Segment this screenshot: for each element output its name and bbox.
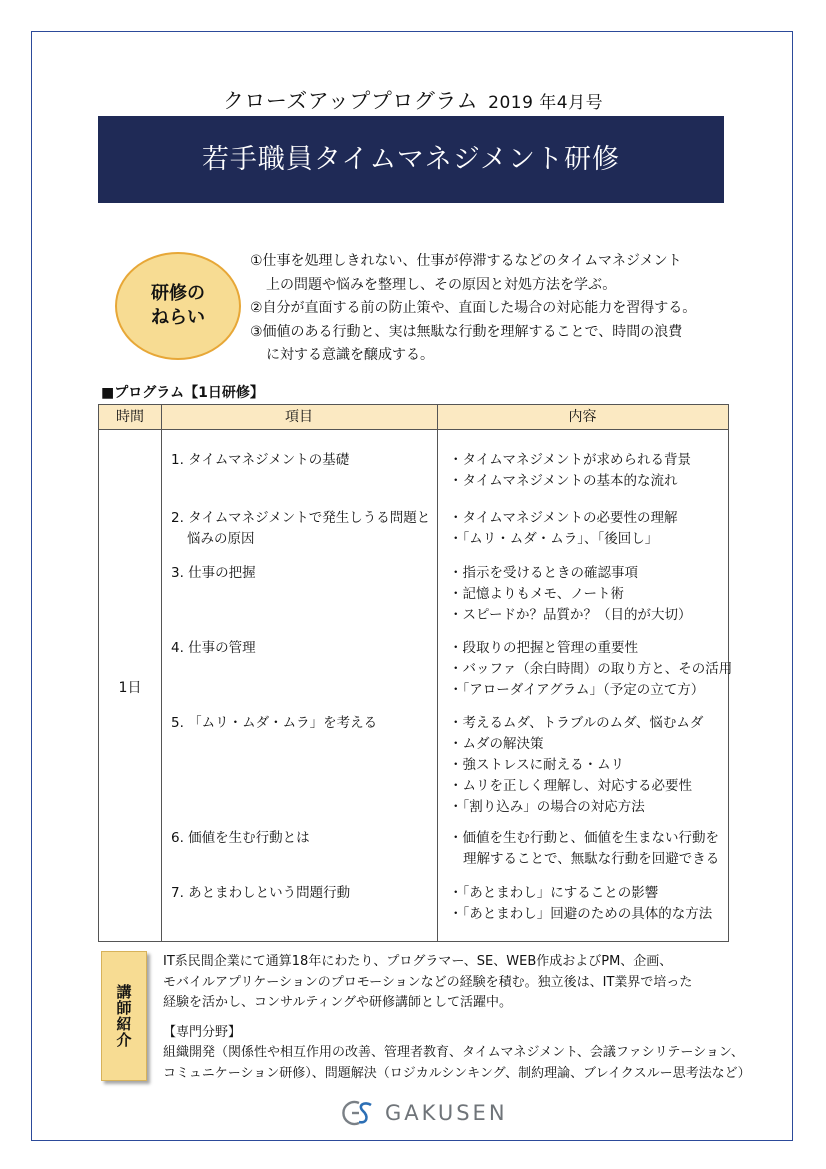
logo-mark-icon: [337, 1097, 381, 1129]
column-divider: [437, 405, 438, 941]
aim-item: ①仕事を処理しきれない、仕事が停滞するなどのタイムマネジメント: [250, 253, 682, 269]
content-line: ・強ストレスに耐える・ムリ: [449, 757, 625, 773]
content-line: ・「アローダイアグラム」（予定の立て方）: [449, 682, 705, 698]
topic-cell: [171, 883, 441, 904]
instructor-tag-label: 講師紹介: [114, 984, 133, 1048]
field-line: コミュニケーション研修）、問題解決（ロジカルシンキング、制約理論、ブレイクスルー思考法など）: [163, 1065, 751, 1081]
content-line: ・価値を生む行動と、価値を生まない行動を: [449, 830, 719, 846]
topic-cell: [171, 508, 441, 550]
aim-label-line1: 研修の: [151, 283, 205, 304]
content-line: ・指示を受けるときの確認事項: [449, 565, 638, 581]
aim-badge: [115, 252, 241, 360]
topic-line: 3. 仕事の把握: [171, 565, 256, 581]
column-divider: [161, 405, 162, 941]
content-line: ・「割り込み」の場合の対応方法: [449, 799, 645, 815]
content-line: 理解することで、無駄な行動を回避できる: [463, 851, 720, 867]
aim-item: に対する意識を醸成する。: [266, 347, 434, 363]
content-line: ・考えるムダ、トラブルのムダ、悩むムダ: [449, 715, 704, 731]
instructor-bio: [163, 952, 753, 1084]
topic-line: 悩みの原因: [187, 531, 255, 547]
content-cell: [449, 638, 733, 701]
content-cell: [449, 883, 729, 925]
instructor-tag: [101, 951, 147, 1081]
topic-cell: [171, 828, 441, 849]
topic-cell: [171, 563, 441, 584]
dash-divider: [61, 225, 771, 230]
logo-text: GAKUSEN: [385, 1101, 508, 1125]
content-cell: [449, 563, 729, 626]
program-label: ■プログラム【1日研修】: [101, 385, 264, 401]
page-title: 若手職員タイムマネジメント研修: [98, 116, 724, 203]
topic-cell: [171, 450, 441, 471]
issue-date: 2019 年4月号: [488, 93, 604, 113]
content-line: ・スピードか？品質か？（目的が大切）: [449, 607, 692, 623]
content-cell: [449, 713, 729, 818]
topic-line: 4. 仕事の管理: [171, 640, 256, 656]
content-cell: [449, 828, 729, 870]
gakusen-logo: [337, 1096, 527, 1130]
content-cell: [449, 450, 729, 492]
aim-list: [250, 250, 750, 368]
content-line: ・タイムマネジメントが求められる背景: [449, 452, 692, 468]
aim-label-line2: ねらい: [151, 307, 205, 328]
topic-cell: [171, 713, 441, 734]
bio-line: IT系民間企業にて通算18年にわたり、プログラマー、SE、WEB作成およびPM、企画、: [163, 954, 673, 969]
content-line: ・タイムマネジメントの必要性の理解: [449, 510, 678, 526]
topic-line: 7. あとまわしという問題行動: [171, 885, 351, 901]
content-line: ・段取りの把握と管理の重要性: [449, 640, 638, 656]
aim-item: 上の問題や悩みを整理し、その原因と対処方法を学ぶ。: [266, 276, 617, 293]
topic-line: 5. 「ムリ・ムダ・ムラ」を考える: [171, 715, 378, 731]
content-line: ・「あとまわし」にすることの影響: [449, 885, 659, 901]
program-table: [98, 404, 733, 942]
aim-item: ③価値のある行動と、実は無駄な行動を理解することで、時間の浪費: [250, 323, 683, 340]
content-line: ・記憶よりもメモ、ノート術: [449, 586, 624, 602]
content-line: ・ムダの解決策: [449, 736, 544, 752]
bio-line: 経験を活かし、コンサルティングや研修講師として活躍中。: [163, 995, 513, 1010]
topic-line: 1. タイムマネジメントの基礎: [171, 452, 350, 468]
topic-line: 2. タイムマネジメントで発生しうる問題と: [171, 510, 431, 526]
field-title: 【専門分野】: [163, 1024, 242, 1040]
content-line: ・バッファ（余白時間）の取り方と、その活用: [449, 661, 733, 677]
header-time: 時間: [99, 405, 161, 430]
aim-item: ②自分が直面する前の防止策や、直面した場合の対応能力を習得する。: [250, 300, 697, 316]
topic-line: 6. 価値を生む行動とは: [171, 830, 310, 846]
content-cell: [449, 508, 729, 550]
header: [0, 85, 826, 115]
content-line: ・「ムリ・ムダ・ムラ」、「後回し」: [449, 531, 659, 547]
content-line: ・ムリを正しく理解し、対応する必要性: [449, 778, 692, 794]
field-line: 組織開発（関係性や相互作用の改善、管理者教育、タイムマネジメント、会議ファシリテーション、: [163, 1045, 744, 1060]
header-topic: 項目: [161, 405, 437, 430]
series-name: クローズアッププログラム: [222, 89, 479, 113]
bio-line: モバイルアプリケーションのプロモーションなどの経験を積む。独立後は、IT業界で培った: [163, 974, 693, 990]
topic-cell: [171, 638, 441, 659]
content-line: ・タイムマネジメントの基本的な流れ: [449, 473, 678, 489]
day-cell: 1日: [118, 680, 142, 696]
content-line: ・「あとまわし」回避のための具体的な方法: [449, 906, 713, 922]
header-content: 内容: [437, 405, 728, 430]
